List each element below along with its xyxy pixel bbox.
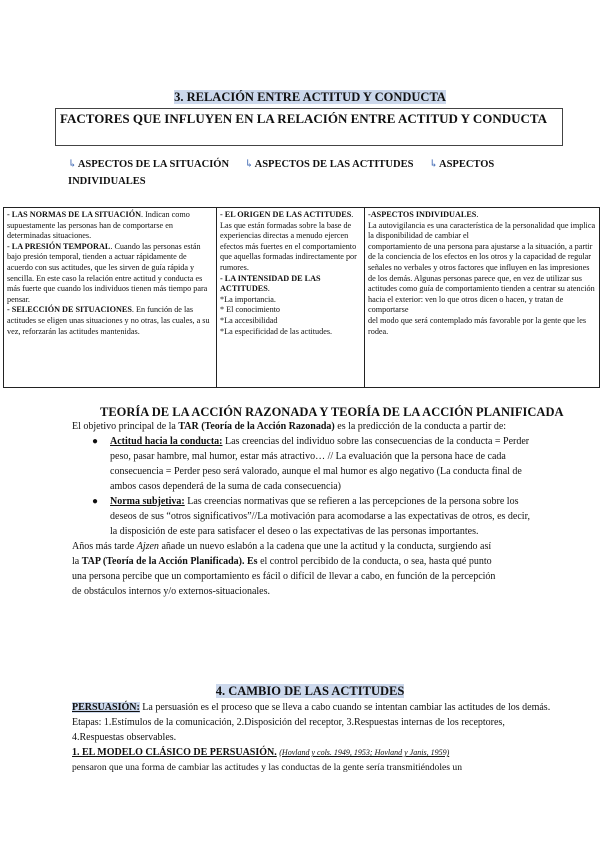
tap-line-3: de obstáculos internos y/o externos-situacionales. — [72, 586, 271, 597]
tar-bullets — [72, 434, 532, 539]
model-heading — [72, 745, 552, 760]
b2-title: Norma subjetiva: — [110, 496, 185, 507]
normas-title: - LAS NORMAS DE LA SITUACIÓN — [7, 210, 141, 219]
normas-text: . Indican como supuestamente las personas han de comportarse en determinadas situaciones. — [7, 210, 190, 241]
b1-text: Las creencias del individuo sobre las consecuencias de la conducta = Perder peso, pasar hambre, mal humor, estar más atractivo… // La evaluación que la persona hace de cada consecuencia = Perder peso será valorado, aunque el mal humor es algo negativo (La conducta final de ambos casos dependerá de la suma de cada consecuencia) — [110, 436, 530, 492]
section3-title-text: 3. RELACIÓN ENTRE ACTITUD Y CONDUCTA — [174, 90, 446, 104]
ajzen-name: Ajzen — [136, 541, 159, 552]
arrow-icon: ↳ — [68, 159, 77, 170]
seleccion-title: - SELECCIÓN DE SITUACIONES — [7, 305, 132, 315]
bullet-icon: ● — [92, 436, 99, 447]
list-item: *La especificidad de las actitudes. — [220, 326, 333, 336]
ajzen-a: Años más tarde — [72, 541, 137, 552]
tar-heading: TEORÍA DE LA ACCIÓN RAZONADA Y TEORÍA DE LA ACCIÓN PLANIFICADA — [100, 405, 564, 419]
tar-intro-c: es la predicción de la conducta a partir de: — [334, 421, 507, 432]
model-title: 1. EL MODELO CLÁSICO DE PERSUASIÓN. — [72, 747, 277, 758]
persuasion-label: PERSUASIÓN: — [72, 702, 140, 713]
section3-title — [62, 89, 558, 105]
b2-text: Las creencias normativas que se refieren a las percepciones de la persona sobre los deseos de sus “otros significativos”//La motivación para acomodarse a las expectativas de otros, es decir, la disposición de este para satisfacer el deseo o las expectativas de las personas importantes. — [110, 496, 531, 537]
tap-a: la — [72, 556, 82, 567]
aspect-attitudes: ASPECTOS DE LAS ACTITUDES — [254, 159, 414, 170]
model-ref: (Hovland y cols. 1949, 1953; Hovland y Janis, 1959) — [279, 748, 450, 757]
individual-text-2: comportamiento de una persona para ajustarse a la situación, a partir de la conciencia de los efectos en los otros y la capacidad de regular señales no verbales y otros factores que influyen en las impresiones de los demás. Algunas personas parece que, en vez de utilizar sus actitudes como guía de comportamiento tienden a centrar su atención hacia el exterior: ven lo que otros dicen o hacen, y tratan de comportarse — [368, 241, 595, 315]
bullet-icon: ● — [92, 496, 99, 507]
individual-text-3: del modo que será contemplado más favorable por la gente que les rodea. — [368, 315, 587, 336]
b1-title: Actitud hacia la conducta: — [110, 436, 223, 447]
table-col-situation — [4, 208, 217, 388]
arrow-icon: ↳ — [429, 159, 438, 170]
ajzen-line — [72, 539, 532, 554]
intensidad-text: . — [267, 284, 270, 294]
tap-c: el control percibido de la conducta, o sea, hasta qué punto — [257, 556, 492, 567]
list-item — [92, 494, 532, 539]
section4-title — [62, 683, 558, 699]
arrow-icon: ↳ — [244, 159, 254, 170]
tap-line-2: una persona percibe que un comportamiento es fácil o difícil de llevar a cabo, en función de la percepción — [72, 571, 496, 582]
persuasion-paragraph — [72, 700, 552, 745]
model-text: pensaron que una forma de cambiar las actitudes y las conductas de la gente sería transmitiéndoles un — [72, 762, 463, 773]
individual-title-end: . — [476, 210, 479, 219]
factors-box — [55, 108, 563, 146]
aspect-situation: ASPECTOS DE LA SITUACIÓN — [77, 159, 230, 170]
tap-b: TAP (Teoría de la Acción Planificada). Es — [81, 556, 258, 567]
list-item: *La accesibilidad — [220, 315, 278, 325]
individual-title: -ASPECTOS INDIVIDUALES — [368, 210, 477, 219]
tap-line — [72, 554, 532, 569]
origen-text: . Las que están formadas sobre la base de experiencias directas a menudo ejercen efectos más fuertes en el comportamiento que aquellas formadas indirectamente por rumores. — [220, 210, 357, 272]
table-col-attitudes — [217, 208, 365, 388]
section4-title-text: 4. CAMBIO DE LAS ACTITUDES — [215, 684, 405, 698]
list-item: * El conocimiento — [220, 305, 281, 315]
aspect-individual: ASPECTOS INDIVIDUALES — [68, 159, 495, 187]
individual-text-1: La autovigilancia es una característica de la personalidad que implica la disponibilidad de cambiar el — [368, 220, 596, 241]
tar-intro-a: El objetivo principal de la — [72, 421, 179, 432]
origen-title: - EL ORIGEN DE LAS ACTITUDES — [220, 210, 352, 219]
factors-table — [3, 207, 600, 388]
aspects-row — [68, 156, 568, 190]
tar-intro-b: TAR (Teoría de la Acción Razonada) — [178, 421, 335, 432]
seleccion-text: . En función de las actitudes se eligen unas situaciones y no otras, las cuales, a su vez, reforzarán las actitudes mantenidas. — [7, 305, 210, 336]
intensidad-title: - LA INTENSIDAD DE LAS ACTITUDES — [220, 273, 321, 294]
persuasion-text: La persuasión es el proceso que se lleva a cabo cuando se intentan cambiar las actitudes de los demás. Etapas: 1.Estímulos de la comunicación, 2.Disposición del receptor, 3.Respuestas internas de los receptores, 4.Respuestas observables. — [72, 702, 551, 743]
ajzen-b: añade un nuevo eslabón a la cadena que une la actitud y la conducta, surgiendo así — [158, 541, 492, 552]
tar-intro — [72, 419, 532, 434]
presion-title: - LA PRESIÓN TEMPORAL — [7, 241, 111, 251]
table-col-individual — [365, 208, 600, 388]
list-item: *La importancia. — [220, 294, 276, 304]
section4-body — [72, 700, 552, 775]
list-item — [92, 434, 532, 494]
tar-body — [72, 419, 532, 599]
presion-text: . Cuando las personas están bajo presión temporal, tienden a actuar rápidamente de acuerdo con sus actitudes, que les sirven de guía rápida y sencilla. En este caso la relación entre actitud y conducta es más fuerte que cuando los individuos tienen más tiempo para pensar. — [7, 241, 208, 304]
factors-title: FACTORES QUE INFLUYEN EN LA RELACIÓN ENTRE ACTITUD Y CONDUCTA — [60, 111, 547, 126]
